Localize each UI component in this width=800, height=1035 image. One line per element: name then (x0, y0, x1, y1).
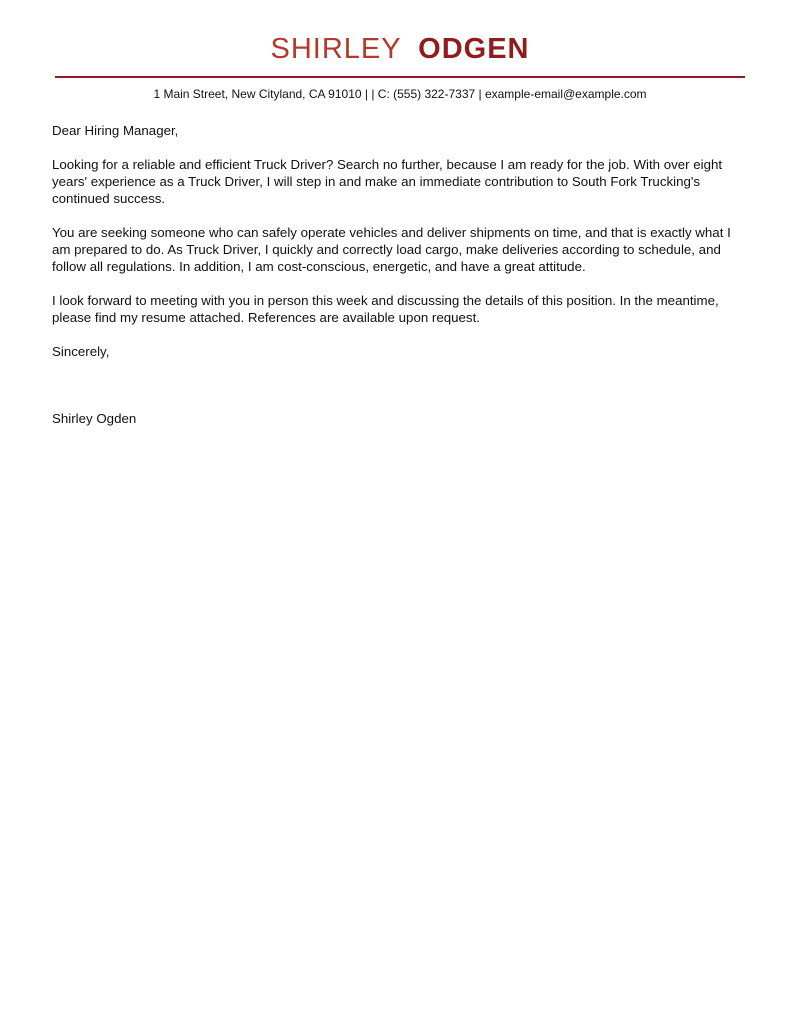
letter-header (0, 0, 800, 101)
paragraph-1: Looking for a reliable and efficient Truck Driver? Search no further, because I am ready for the job. With over eight years' experience as a Truck Driver, I will step in and make an immediate contribution to South Fork Trucking's continued success. (52, 156, 723, 206)
signature: Shirley Ogden (52, 410, 137, 426)
candidate-name (0, 34, 800, 66)
header-divider (55, 76, 745, 78)
candidate-first-name: SHIRLEY (270, 33, 402, 65)
paragraph-3: I look forward to meeting with you in person this week and discussing the details of this position. In the meantime, please find my resume attached. References are available upon request. (52, 292, 719, 325)
letter-body (52, 122, 747, 427)
paragraph-2: You are seeking someone who can safely operate vehicles and deliver shipments on time, and that is exactly what I am prepared to do. As Truck Driver, I quickly and correctly load cargo, make deliveries according to schedule, and follow all regulations. In addition, I am cost-conscious, energetic, and have a great attitude. (52, 224, 731, 274)
closing: Sincerely, (52, 343, 110, 359)
salutation: Dear Hiring Manager, (52, 122, 179, 138)
candidate-last-name: ODGEN (418, 33, 530, 65)
contact-line: 1 Main Street, New Cityland, CA 91010 | | C: (555) 322-7337 | example-email@example.com (153, 86, 647, 101)
